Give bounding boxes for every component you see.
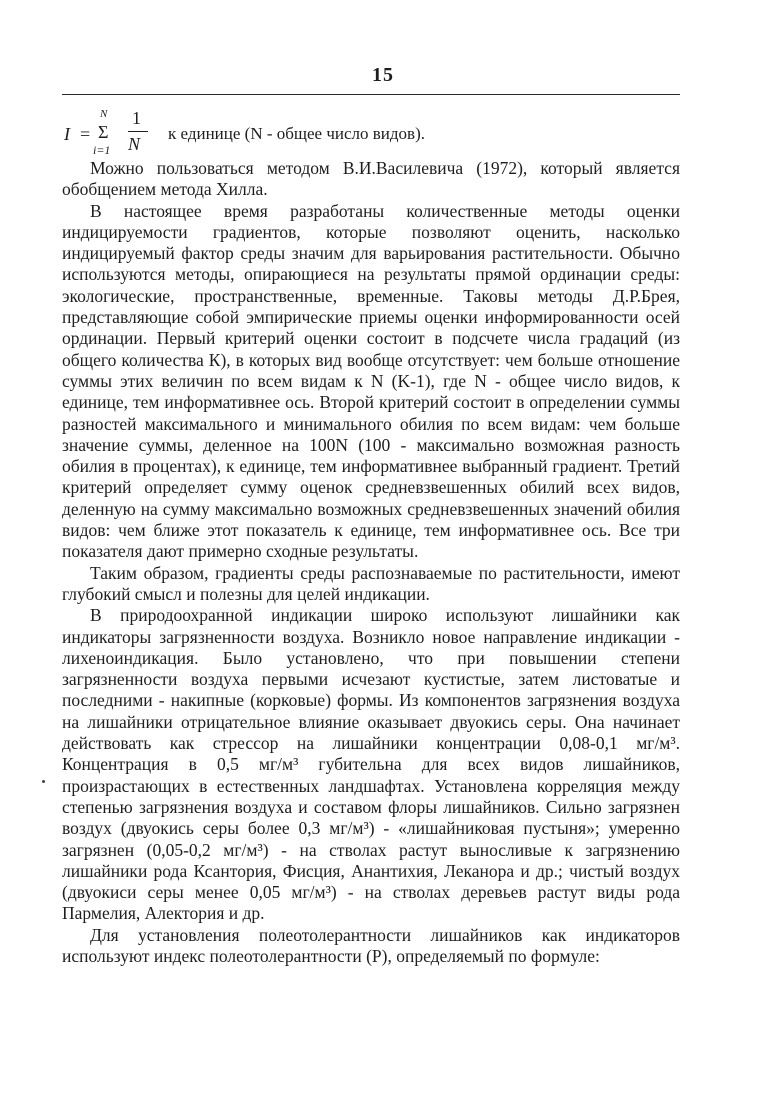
page-number: 15 bbox=[372, 64, 394, 86]
formula-lhs: I bbox=[64, 124, 70, 144]
paragraph: В природоохранной индикации широко используют лишайники как индикаторы загрязненности воздуха. Возникло новое направление индикации - лихеноиндикация. Было установлено, что при повышении степени загрязненности воздуха первыми исчезают кустистые, затем листоватые и последними - накипные (корковые) формы. Из компонентов загрязнения воздуха на лишайники отрицательное влияние оказывает двуокись серы. Она начинает действовать как стрессор на лишайники концентрации 0,08-0,1 мг/м³. Концентрация в 0,5 мг/м³ губительна для всех видов лишайников, произрастающих в естественных ландшафтах. Установлена корреляция между степенью загрязнения воздуха и составом флоры лишайников. Сильно загрязнен воздух (двуокись серы более 0,3 мг/м³) - «лишайниковая пустыня»; умеренно загрязнен (0,05-0,2 мг/м³) - на стволах растут выносливые к загрязнению лишайники рода Ксантория, Фисция, Анантихия, Леканора и др.; чистый воздух (двуокиси серы менее 0,05 мг/м³) - на стволах деревьев растут виды рода Пармелия, Алектория и др. bbox=[62, 605, 680, 924]
index-formula bbox=[62, 104, 680, 164]
paragraph: Для установления полеотолерантности лишайников как индикаторов используют индекс полеотолерантности (Р), определяемый по формуле: bbox=[62, 924, 680, 966]
formula-denominator: N bbox=[128, 134, 141, 154]
formula-fraction-bar bbox=[128, 131, 148, 132]
formula-numerator: 1 bbox=[132, 108, 141, 128]
paragraph: Таким образом, градиенты среды распознаваемые по растительности, имеют глубокий смысл и полезны для целей индикации. bbox=[62, 562, 680, 604]
body-text bbox=[62, 158, 680, 967]
formula-equals: = bbox=[80, 124, 91, 144]
paragraph: Можно пользоваться методом В.И.Василевича (1972), который является обобщением метода Хилла. bbox=[62, 158, 680, 200]
formula-note: к единице (N - общее число видов). bbox=[168, 124, 425, 143]
paragraph: В настоящее время разработаны количественные методы оценки индицируемости градиентов, которые позволяют оценить, насколько индицируемый фактор среды значим для варьирования растительности. Обычно используются методы, опирающиеся на результаты прямой ординации среды: экологические, пространственные, временные. Таковы методы Д.Р.Брея, представляющие собой эмпирические приемы оценки информированности осей ординации. Первый критерий оценки состоит в подсчете числа градаций (из общего количества К), в которых вид вообще отсутствует: чем больше отношение суммы этих величин по всем видам к N (K-1), где N - общее число видов, к единице, тем информативнее ось. Второй критерий состоит в определении суммы разностей максимального и минимального обилия по всем видам: чем больше значение суммы, деленное на 100N (100 - максимально возможная разность обилия в процентах), к единице, тем информативнее выбранный градиент. Третий критерий определяет сумму оценок средневзвешенных обилий всех видов, деленную на сумму максимально возможных средневзвешенных значений обилия видов: чем ближе этот показатель к единице, тем информативнее ось. Все три показателя дают примерно сходные результаты. bbox=[62, 200, 680, 562]
formula-sigma-lower: i=1 bbox=[93, 143, 111, 157]
header-rule bbox=[62, 94, 680, 95]
formula-sigma: Σ bbox=[98, 122, 109, 142]
formula-sigma-upper: N bbox=[100, 108, 108, 120]
margin-mark bbox=[42, 780, 45, 783]
